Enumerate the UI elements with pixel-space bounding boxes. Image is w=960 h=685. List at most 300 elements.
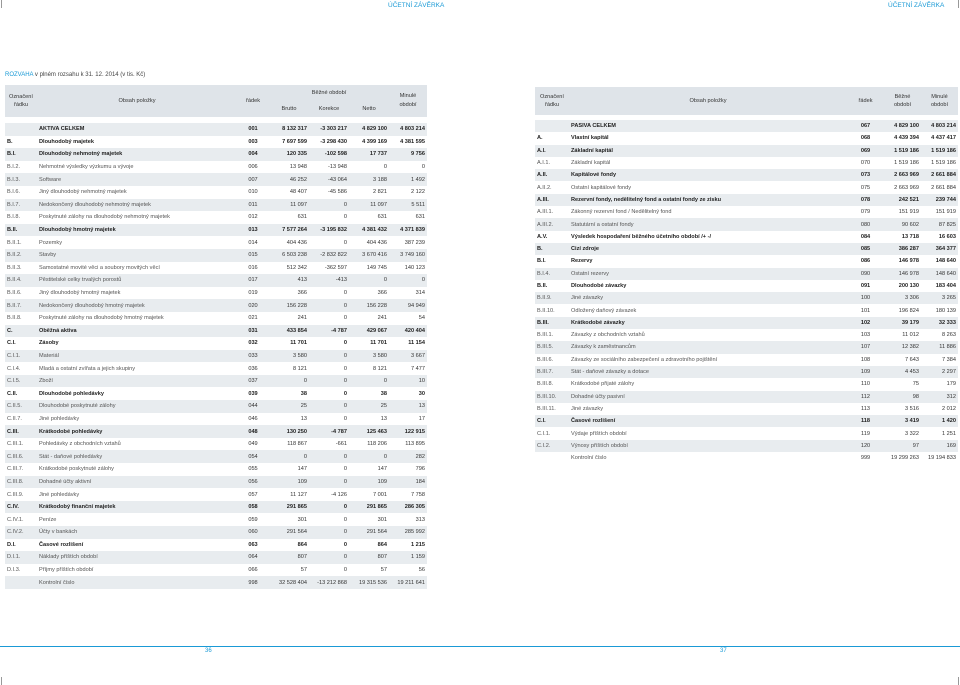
table-row bbox=[535, 440, 958, 452]
row-label: Krátkodobé závazky bbox=[569, 317, 847, 329]
row-value: 2 297 bbox=[921, 366, 958, 378]
row-value: -43 064 bbox=[309, 173, 349, 186]
row-code: B.II.7. bbox=[5, 299, 37, 312]
row-label: Pozemky bbox=[37, 236, 237, 249]
row-label: Krátkodobý finanční majetek bbox=[37, 501, 237, 514]
row-value: 282 bbox=[389, 450, 427, 463]
row-value: 57 bbox=[269, 564, 309, 577]
row-value: 148 640 bbox=[921, 268, 958, 280]
row-value: -2 832 822 bbox=[309, 249, 349, 262]
col-netto: Netto bbox=[349, 100, 389, 117]
row-number: 019 bbox=[237, 287, 269, 300]
row-code: B.II.1. bbox=[5, 236, 37, 249]
row-value: 3 322 bbox=[884, 427, 921, 439]
row-label: Samostatné movité věci a soubory movitých věcí bbox=[37, 262, 237, 275]
table-row bbox=[5, 400, 427, 413]
row-value: 314 bbox=[389, 287, 427, 300]
row-value: 313 bbox=[389, 513, 427, 526]
row-value: 13 bbox=[349, 413, 389, 426]
row-value: 1 492 bbox=[389, 173, 427, 186]
row-value: 113 895 bbox=[389, 438, 427, 451]
table-row bbox=[535, 157, 958, 169]
table-row bbox=[535, 145, 958, 157]
row-value: 242 521 bbox=[884, 194, 921, 206]
row-value: 1 251 bbox=[921, 427, 958, 439]
row-value: 0 bbox=[309, 387, 349, 400]
row-number: 017 bbox=[237, 274, 269, 287]
page-number-left: 36 bbox=[205, 648, 212, 654]
row-value: 404 436 bbox=[349, 236, 389, 249]
row-number: 086 bbox=[847, 255, 884, 267]
row-code: C.IV.1. bbox=[5, 513, 37, 526]
row-value: 90 602 bbox=[884, 218, 921, 230]
row-value: -45 586 bbox=[309, 186, 349, 199]
table-row bbox=[535, 231, 958, 243]
row-label: Závazky z obchodních vztahů bbox=[569, 329, 847, 341]
row-value: 25 bbox=[349, 400, 389, 413]
row-value: -4 787 bbox=[309, 425, 349, 438]
row-code: C.III.9. bbox=[5, 488, 37, 501]
row-code: C.I.1. bbox=[5, 350, 37, 363]
row-label: Dlouhodobý majetek bbox=[37, 136, 237, 149]
row-code: C.III.7. bbox=[5, 463, 37, 476]
row-value: 512 342 bbox=[269, 262, 309, 275]
row-value: 97 bbox=[884, 440, 921, 452]
table-row bbox=[5, 262, 427, 275]
row-value: 147 bbox=[269, 463, 309, 476]
row-value: 109 bbox=[269, 476, 309, 489]
row-value: 7 697 599 bbox=[269, 136, 309, 149]
row-label: Účty v bankách bbox=[37, 526, 237, 539]
row-number: 112 bbox=[847, 391, 884, 403]
row-value: 0 bbox=[309, 400, 349, 413]
table-row bbox=[535, 169, 958, 181]
row-value: 8 121 bbox=[349, 362, 389, 375]
row-value: 38 bbox=[269, 387, 309, 400]
rcol-oznaceni: Označení řádku bbox=[535, 87, 569, 115]
row-value: 0 bbox=[389, 274, 427, 287]
row-number: 010 bbox=[237, 186, 269, 199]
row-value: 291 865 bbox=[269, 501, 309, 514]
row-value: 0 bbox=[309, 551, 349, 564]
row-label: Stát - daňové závazky a dotace bbox=[569, 366, 847, 378]
row-value: -3 303 217 bbox=[309, 123, 349, 136]
row-number: 049 bbox=[237, 438, 269, 451]
row-value: 0 bbox=[389, 161, 427, 174]
row-value: 3 188 bbox=[349, 173, 389, 186]
row-value: 179 bbox=[921, 378, 958, 390]
row-number: 085 bbox=[847, 243, 884, 255]
header-right: ÚČETNÍ ZÁVĚRKA bbox=[888, 2, 945, 9]
row-code bbox=[5, 123, 37, 136]
row-code: B.I.6. bbox=[5, 186, 37, 199]
row-number: 079 bbox=[847, 206, 884, 218]
row-value: 286 305 bbox=[389, 501, 427, 514]
subtitle-rest: v plném rozsahu k 31. 12. 2014 (v tis. Kč) bbox=[33, 72, 146, 78]
row-number: 060 bbox=[237, 526, 269, 539]
row-value: 1 519 186 bbox=[884, 145, 921, 157]
table-row bbox=[5, 211, 427, 224]
row-label: Jiné pohledávky bbox=[37, 488, 237, 501]
rcol-radek: řádek bbox=[847, 87, 884, 115]
row-value: 3 580 bbox=[269, 350, 309, 363]
row-value: 13 948 bbox=[269, 161, 309, 174]
row-label: Stavby bbox=[37, 249, 237, 262]
row-value: 0 bbox=[349, 274, 389, 287]
row-label: Základní kapitál bbox=[569, 157, 847, 169]
row-value: 864 bbox=[269, 539, 309, 552]
col-radek: řádek bbox=[237, 85, 269, 117]
row-code: C.III. bbox=[5, 425, 37, 438]
table-row bbox=[535, 366, 958, 378]
row-number: 101 bbox=[847, 304, 884, 316]
row-value: 9 756 bbox=[389, 148, 427, 161]
row-number: 118 bbox=[847, 415, 884, 427]
row-number: 091 bbox=[847, 280, 884, 292]
table-row bbox=[535, 341, 958, 353]
row-label: Zásoby bbox=[37, 337, 237, 350]
row-label: Dlouhodobé pohledávky bbox=[37, 387, 237, 400]
row-label: Krátkodobé přijaté zálohy bbox=[569, 378, 847, 390]
row-value: 4 399 169 bbox=[349, 136, 389, 149]
table-row bbox=[535, 403, 958, 415]
row-number: 059 bbox=[237, 513, 269, 526]
row-number: 032 bbox=[237, 337, 269, 350]
row-label: Dlouhodobé poskytnuté zálohy bbox=[37, 400, 237, 413]
row-label: Kontrolní číslo bbox=[569, 452, 847, 464]
table-row bbox=[5, 539, 427, 552]
row-code: D.I.3. bbox=[5, 564, 37, 577]
row-value: 0 bbox=[309, 299, 349, 312]
row-label: Poskytnuté zálohy na dlouhodobý nehmotný majetek bbox=[37, 211, 237, 224]
liabilities-table bbox=[535, 87, 958, 464]
row-code: C.I.4. bbox=[5, 362, 37, 375]
row-number: 016 bbox=[237, 262, 269, 275]
row-value: 13 bbox=[269, 413, 309, 426]
table-row bbox=[535, 218, 958, 230]
row-code: A.II.2. bbox=[535, 181, 569, 193]
row-code: B. bbox=[5, 136, 37, 149]
row-value: 3 667 bbox=[389, 350, 427, 363]
row-code: B.I. bbox=[5, 148, 37, 161]
row-value: 4 829 100 bbox=[349, 123, 389, 136]
row-number: 075 bbox=[847, 181, 884, 193]
row-value: 11 097 bbox=[269, 199, 309, 212]
table-row bbox=[5, 186, 427, 199]
row-value: 13 718 bbox=[884, 231, 921, 243]
row-code: B. bbox=[535, 243, 569, 255]
row-value: 404 436 bbox=[269, 236, 309, 249]
row-number: 006 bbox=[237, 161, 269, 174]
row-value: 4 453 bbox=[884, 366, 921, 378]
row-value: 56 bbox=[389, 564, 427, 577]
row-value: 3 516 bbox=[884, 403, 921, 415]
row-code: B.II.3. bbox=[5, 262, 37, 275]
col-korekce: Korekce bbox=[309, 100, 349, 117]
row-code: C.II.7. bbox=[5, 413, 37, 426]
row-number: 069 bbox=[847, 145, 884, 157]
table-row bbox=[5, 249, 427, 262]
row-value: 0 bbox=[309, 564, 349, 577]
table-row bbox=[535, 194, 958, 206]
row-value: 7 001 bbox=[349, 488, 389, 501]
row-value: 291 564 bbox=[349, 526, 389, 539]
row-code: B.I.3. bbox=[5, 173, 37, 186]
row-value: 312 bbox=[921, 391, 958, 403]
row-value: 0 bbox=[309, 211, 349, 224]
row-value: 149 745 bbox=[349, 262, 389, 275]
table-row bbox=[5, 488, 427, 501]
row-label: AKTIVA CELKEM bbox=[37, 123, 237, 136]
row-label: PASIVA CELKEM bbox=[569, 120, 847, 132]
row-number: 110 bbox=[847, 378, 884, 390]
row-code: B.II. bbox=[535, 280, 569, 292]
table-row bbox=[535, 181, 958, 193]
row-value: 125 463 bbox=[349, 425, 389, 438]
row-value: 11 097 bbox=[349, 199, 389, 212]
row-value: 0 bbox=[309, 526, 349, 539]
row-value: 180 139 bbox=[921, 304, 958, 316]
row-value: 0 bbox=[349, 450, 389, 463]
row-number: 044 bbox=[237, 400, 269, 413]
row-value: 0 bbox=[309, 236, 349, 249]
row-code: A. bbox=[535, 132, 569, 144]
row-number: 066 bbox=[237, 564, 269, 577]
row-code: B.I.2. bbox=[5, 161, 37, 174]
row-label: Stát - daňové pohledávky bbox=[37, 450, 237, 463]
row-value: 151 919 bbox=[921, 206, 958, 218]
row-value: 5 511 bbox=[389, 199, 427, 212]
row-value: 631 bbox=[349, 211, 389, 224]
row-label: Dohadné účty aktivní bbox=[37, 476, 237, 489]
row-value: 429 067 bbox=[349, 325, 389, 338]
table-row bbox=[5, 450, 427, 463]
row-value: 7 643 bbox=[884, 354, 921, 366]
row-value: 631 bbox=[389, 211, 427, 224]
table-row bbox=[535, 378, 958, 390]
row-value: 2 821 bbox=[349, 186, 389, 199]
row-value: 0 bbox=[349, 375, 389, 388]
row-value: 433 854 bbox=[269, 325, 309, 338]
row-value: 0 bbox=[309, 287, 349, 300]
row-label: Jiné pohledávky bbox=[37, 413, 237, 426]
row-number: 020 bbox=[237, 299, 269, 312]
row-code: A.III.2. bbox=[535, 218, 569, 230]
row-value: 0 bbox=[309, 539, 349, 552]
subtitle bbox=[5, 72, 145, 78]
row-value: 0 bbox=[269, 450, 309, 463]
row-value: 4 803 214 bbox=[389, 123, 427, 136]
table-row bbox=[5, 224, 427, 237]
row-code: B.III.6. bbox=[535, 354, 569, 366]
table-row bbox=[535, 427, 958, 439]
table-row bbox=[5, 526, 427, 539]
row-code: A.I. bbox=[535, 145, 569, 157]
row-code: C.III.1. bbox=[5, 438, 37, 451]
row-number: 109 bbox=[847, 366, 884, 378]
row-value: 2 663 969 bbox=[884, 169, 921, 181]
row-value: 11 154 bbox=[389, 337, 427, 350]
row-code: A.III.1. bbox=[535, 206, 569, 218]
row-value: 1 519 186 bbox=[921, 157, 958, 169]
row-code: B.III.11. bbox=[535, 403, 569, 415]
row-value: 11 886 bbox=[921, 341, 958, 353]
row-value: 25 bbox=[269, 400, 309, 413]
row-code: B.III. bbox=[535, 317, 569, 329]
row-value: 8 121 bbox=[269, 362, 309, 375]
row-code: A.III. bbox=[535, 194, 569, 206]
row-code: B.II.10. bbox=[535, 304, 569, 316]
row-value: 118 206 bbox=[349, 438, 389, 451]
row-value: 239 744 bbox=[921, 194, 958, 206]
row-value: 4 803 214 bbox=[921, 120, 958, 132]
row-value: -413 bbox=[309, 274, 349, 287]
row-number: 054 bbox=[237, 450, 269, 463]
row-label: Ostatní rezervy bbox=[569, 268, 847, 280]
table-row bbox=[535, 452, 958, 464]
row-number: 037 bbox=[237, 375, 269, 388]
row-value: 366 bbox=[349, 287, 389, 300]
row-value: 75 bbox=[884, 378, 921, 390]
row-value: 32 333 bbox=[921, 317, 958, 329]
table-row bbox=[5, 501, 427, 514]
row-value: 413 bbox=[269, 274, 309, 287]
row-number: 113 bbox=[847, 403, 884, 415]
row-value: 3 670 416 bbox=[349, 249, 389, 262]
row-value: 0 bbox=[309, 350, 349, 363]
row-code: B.III.1. bbox=[535, 329, 569, 341]
row-code bbox=[535, 452, 569, 464]
row-value: 291 865 bbox=[349, 501, 389, 514]
row-code: B.III.10. bbox=[535, 391, 569, 403]
row-label: Jiný dlouhodobý hmotný majetek bbox=[37, 287, 237, 300]
row-value: 109 bbox=[349, 476, 389, 489]
row-value: 796 bbox=[389, 463, 427, 476]
row-value: 241 bbox=[269, 312, 309, 325]
row-value: 12 382 bbox=[884, 341, 921, 353]
row-label: Jiné závazky bbox=[569, 292, 847, 304]
row-value: 2 122 bbox=[389, 186, 427, 199]
row-value: -4 126 bbox=[309, 488, 349, 501]
row-label: Nehmotné výsledky výzkumu a vývoje bbox=[37, 161, 237, 174]
row-number: 048 bbox=[237, 425, 269, 438]
row-code bbox=[5, 576, 37, 589]
row-value: 87 825 bbox=[921, 218, 958, 230]
table-row bbox=[5, 513, 427, 526]
row-code: A.II. bbox=[535, 169, 569, 181]
row-number: 036 bbox=[237, 362, 269, 375]
row-number: 014 bbox=[237, 236, 269, 249]
row-value: 130 250 bbox=[269, 425, 309, 438]
row-label: Zboží bbox=[37, 375, 237, 388]
row-label: Software bbox=[37, 173, 237, 186]
row-value: 3 419 bbox=[884, 415, 921, 427]
rcol-bezne: Běžné období bbox=[884, 87, 921, 115]
table-row bbox=[5, 375, 427, 388]
row-value: -13 948 bbox=[309, 161, 349, 174]
row-value: 118 867 bbox=[269, 438, 309, 451]
row-value: 8 132 317 bbox=[269, 123, 309, 136]
row-value: 386 287 bbox=[884, 243, 921, 255]
row-value: 156 228 bbox=[269, 299, 309, 312]
row-value: 54 bbox=[389, 312, 427, 325]
row-value: 4 381 595 bbox=[389, 136, 427, 149]
row-value: 8 263 bbox=[921, 329, 958, 341]
row-label: Výdaje příštích období bbox=[569, 427, 847, 439]
row-label: Pohledávky z obchodních vztahů bbox=[37, 438, 237, 451]
liabilities-body bbox=[535, 120, 958, 464]
row-value: 4 381 432 bbox=[349, 224, 389, 237]
row-number: 058 bbox=[237, 501, 269, 514]
table-row bbox=[5, 287, 427, 300]
row-value: 140 123 bbox=[389, 262, 427, 275]
row-code: B.I.4. bbox=[535, 268, 569, 280]
row-value: 19 299 263 bbox=[884, 452, 921, 464]
table-row bbox=[5, 387, 427, 400]
table-row bbox=[535, 391, 958, 403]
col-brutto: Brutto bbox=[269, 100, 309, 117]
row-code: A.V. bbox=[535, 231, 569, 243]
row-value: 3 306 bbox=[884, 292, 921, 304]
row-value: 11 127 bbox=[269, 488, 309, 501]
row-number: 090 bbox=[847, 268, 884, 280]
row-label: Výnosy příštích období bbox=[569, 440, 847, 452]
row-number: 013 bbox=[237, 224, 269, 237]
row-value: 2 661 884 bbox=[921, 169, 958, 181]
row-number: 055 bbox=[237, 463, 269, 476]
row-value: 0 bbox=[309, 312, 349, 325]
row-label: Pěstitelské celky trvalých porostů bbox=[37, 274, 237, 287]
row-value: 387 239 bbox=[389, 236, 427, 249]
row-value: 301 bbox=[349, 513, 389, 526]
row-value: 631 bbox=[269, 211, 309, 224]
row-value: 0 bbox=[269, 375, 309, 388]
row-value: 98 bbox=[884, 391, 921, 403]
row-label: Krátkodobé poskytnuté zálohy bbox=[37, 463, 237, 476]
row-value: 148 640 bbox=[921, 255, 958, 267]
row-value: 48 407 bbox=[269, 186, 309, 199]
row-number: 120 bbox=[847, 440, 884, 452]
row-number: 007 bbox=[237, 173, 269, 186]
row-code: C.IV.2. bbox=[5, 526, 37, 539]
row-value: 151 919 bbox=[884, 206, 921, 218]
row-value: 11 012 bbox=[884, 329, 921, 341]
row-number: 001 bbox=[237, 123, 269, 136]
row-label: Ostatní kapitálové fondy bbox=[569, 181, 847, 193]
table-row bbox=[5, 136, 427, 149]
row-value: 10 bbox=[389, 375, 427, 388]
row-code: C.III.8. bbox=[5, 476, 37, 489]
row-label: Oběžná aktiva bbox=[37, 325, 237, 338]
row-code: B.I.7. bbox=[5, 199, 37, 212]
row-label: Základní kapitál bbox=[569, 145, 847, 157]
row-number: 039 bbox=[237, 387, 269, 400]
row-value: 146 978 bbox=[884, 255, 921, 267]
row-label: Dlouhodobý hmotný majetek bbox=[37, 224, 237, 237]
table-row bbox=[5, 362, 427, 375]
row-number: 031 bbox=[237, 325, 269, 338]
row-value: -102 598 bbox=[309, 148, 349, 161]
row-label: Dohadné účty pasivní bbox=[569, 391, 847, 403]
row-label: Rezervní fondy, nedělitelný fond a ostatní fondy ze zisku bbox=[569, 194, 847, 206]
row-code: C.I.5. bbox=[5, 375, 37, 388]
table-row bbox=[535, 317, 958, 329]
header-left: ÚČETNÍ ZÁVĚRKA bbox=[388, 2, 445, 9]
row-label: Mladá a ostatní zvířata a jejich skupiny bbox=[37, 362, 237, 375]
table-row bbox=[5, 274, 427, 287]
row-label: Materiál bbox=[37, 350, 237, 363]
row-number: 004 bbox=[237, 148, 269, 161]
